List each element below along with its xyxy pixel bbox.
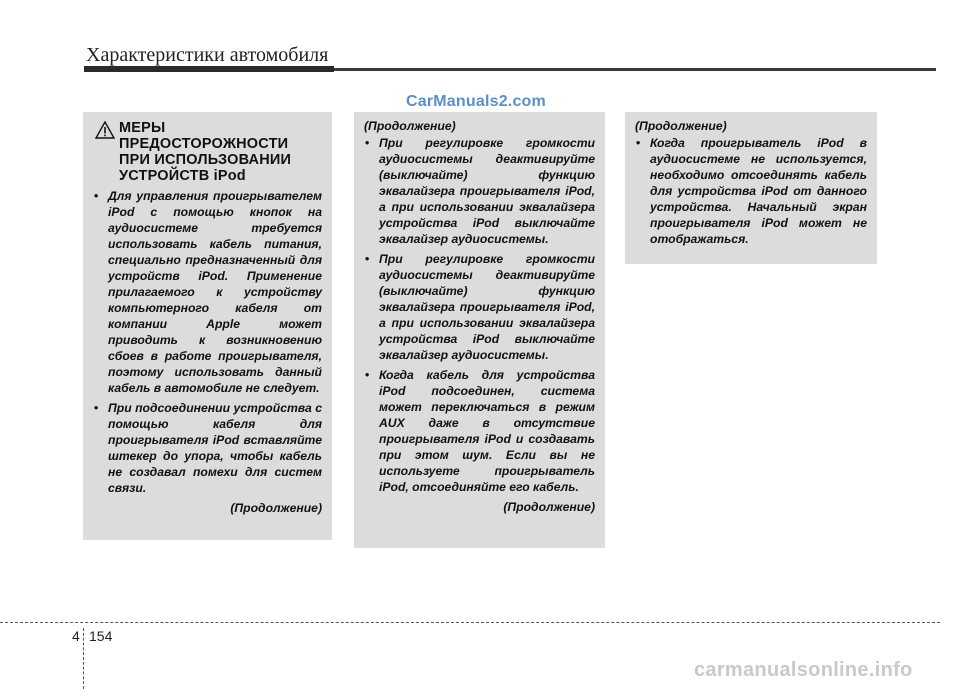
- continued-panel-3: [625, 112, 877, 264]
- continued-panel-2: [354, 112, 605, 548]
- caution-list: [635, 135, 867, 247]
- continued-label: (Продолжение): [503, 500, 595, 514]
- watermark-link-bottom[interactable]: carmanualsonline.info: [694, 659, 913, 681]
- list-item: • При регулировке громкости аудиосистемы деактивируйте (выключайте) функцию эквалайзера проигрывателя iPod, а при использовании эквалайзера устройства iPod выключайте эквалайзер аудиосистемы.: [364, 135, 595, 247]
- footer-vertical-rule: [83, 628, 84, 689]
- list-item: • Для управления проигрывателем iPod с помощью кнопок на аудиосистеме требуется использовать кабель питания, специально предназначенный для устройств iPod. Применение прилагаемого к устройству компьютерного кабеля от компании Apple может приводить к возникновению сбоев в работе проигрывателя, поэтому использовать данный кабель в автомобиле не следует.: [93, 188, 322, 396]
- continued-label-top: (Продолжение): [635, 119, 727, 133]
- caution-title-line: МЕРЫ: [119, 120, 166, 136]
- footer-rule: [0, 622, 940, 623]
- section-number: 4: [72, 628, 80, 644]
- list-item: • Когда проигрыватель iPod в аудиосистеме не используется, необходимо отсоединять кабель для устройства iPod от данного устройства. Начальный экран проигрывателя iPod может не отображаться.: [635, 135, 867, 247]
- header-rule-accent: [84, 66, 334, 72]
- list-item: • Когда кабель для устройства iPod подсоединен, система может переключаться в режим AUX даже в отсутствие проигрывателя iPod и создавать при этом шум. Если вы не используете проигрыватель iPod, отсоединяйте его кабель.: [364, 367, 595, 495]
- caution-panel: [83, 112, 332, 540]
- warning-triangle-icon: [95, 121, 115, 139]
- continued-label-top: (Продолжение): [364, 119, 456, 133]
- list-item: • При регулировке громкости аудиосистемы деактивируйте (выключайте) функцию эквалайзера проигрывателя iPod, а при использовании эквалайзера устройства iPod выключайте эквалайзер аудиосистемы.: [364, 251, 595, 363]
- caution-title-line: УСТРОЙСТВ iPod: [119, 168, 246, 184]
- caution-list: [364, 135, 595, 495]
- page-header-title: Характеристики автомобиля: [86, 44, 329, 66]
- caution-header: [93, 120, 322, 184]
- page-number: 154: [89, 628, 113, 644]
- continued-label: (Продолжение): [230, 501, 322, 515]
- caution-list: [93, 188, 322, 496]
- list-item: • При подсоединении устройства с помощью кабеля для проигрывателя iPod вставляйте штекер до упора, чтобы кабель не создавал помехи для систем связи.: [93, 400, 322, 496]
- caution-title-line: ПРЕДОСТОРОЖНОСТИ: [119, 136, 289, 152]
- watermark-link-top[interactable]: CarManuals2.com: [406, 93, 546, 110]
- caution-title-line: ПРИ ИСПОЛЬЗОВАНИИ: [119, 152, 292, 168]
